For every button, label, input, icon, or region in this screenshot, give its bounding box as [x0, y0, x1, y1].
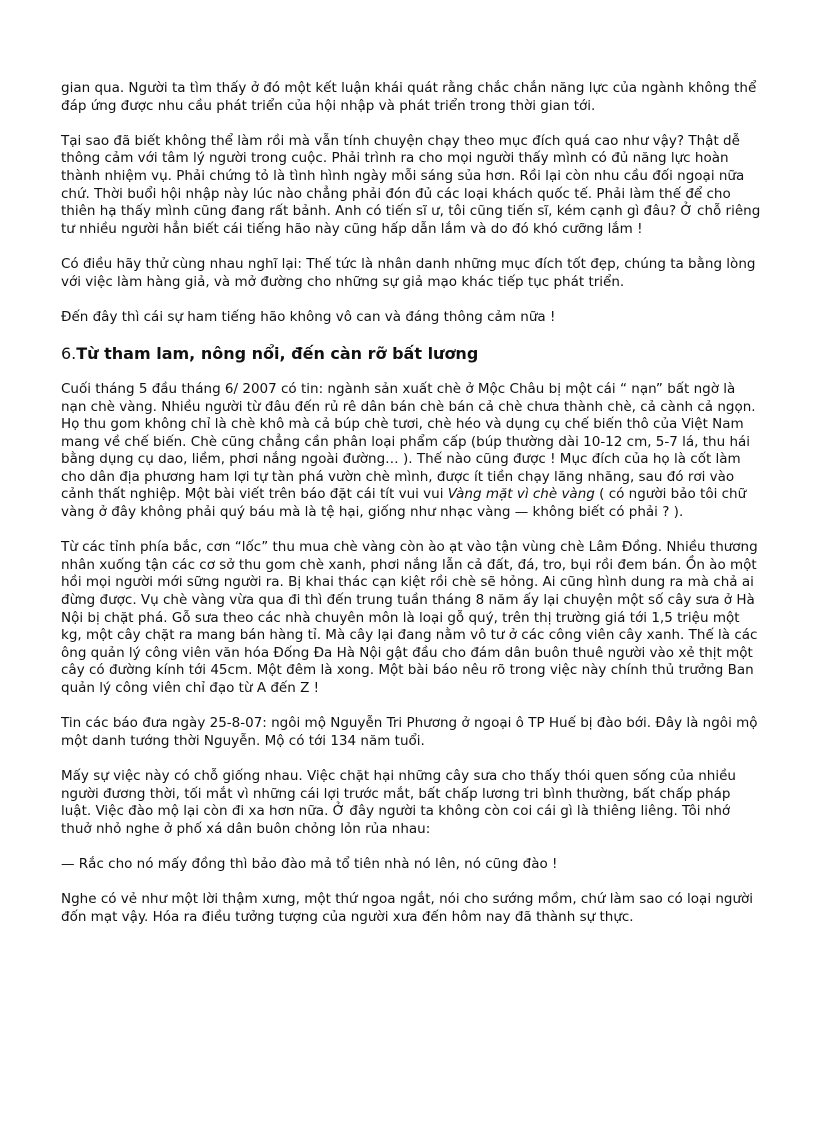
section-number: 6. — [61, 343, 77, 363]
article-title-italic: Vàng mặt vì chè vàng — [447, 486, 595, 503]
paragraph-7: Tin các báo đưa ngày 25-8-07: ngôi mộ Nguyễn Tri Phương ở ngoại ô TP Huế bị đào bới. Đây là ngôi mộ một danh tướng thời Nguyễn. Mộ có tới 134 năm tuổi. — [61, 715, 758, 749]
quote-line: — Rắc cho nó mấy đồng thì bảo đào mả tổ tiên nhà nó lên, nó cũng đào ! — [61, 855, 558, 872]
paragraph-5-part-1: Cuối tháng 5 đầu tháng 6/ 2007 có tin: ngành sản xuất chè ở Mộc Châu bị một cái “ nạn” bất ngờ là nạn chè vàng. Nhiều người từ đâu đến rủ rê dân bán chè bán cả chè chưa thành chè, cả cành cả ngọn. Họ thu gom không chỉ là chè khô mà cả búp chè tươi, chè héo và dụng cụ chế biến thô của Việt Nam mang về chế biến. Chè cũng chẳng cần phân loại phẩm cấp (búp thường dài 10-12 cm, 5-7 lá, thu hái bằng dụng cụ dao, liềm, phơi nắng ngoài đường… ). Thế nào cũng được ! Mục đích của họ là cốt làm cho dân địa phương ham lợi tự tàn phá vườn chè mình, được ít tiền chạy lăng nhăng, sau đó rơi vào cảnh thất nghiệp. Một bài viết trên báo đặt cái tít vui vui — [61, 380, 756, 503]
paragraph-8: Mấy sự việc này có chỗ giống nhau. Việc chặt hại những cây sưa cho thấy thói quen sống của nhiều người đương thời, tối mắt vì những cái lợi trước mắt, bất chấp lương tri bình thường, bất chấp pháp luật. Việc đào mộ lại còn đi xa hơn nữa. Ở đây người ta không còn coi cái gì là thiêng liêng. Tôi nhớ thuở nhỏ nghe ở phố xá dân buôn chỏng lỏn rủa nhau: — [61, 767, 736, 837]
paragraph-5 — [61, 381, 761, 522]
paragraph-3: Có điều hãy thử cùng nhau nghĩ lại: Thế tức là nhân danh những mục đích tốt đẹp, chúng ta bằng lòng với việc làm hàng giả, và mở đường cho những sự giả mạo khác tiếp tục phát triển. — [61, 255, 756, 290]
paragraph-1: gian qua. Người ta tìm thấy ở đó một kết luận khái quát rằng chắc chắn năng lực của ngành không thể đáp ứng được nhu cầu phát triển của hội nhập và phát triển trong thời gian tới. — [61, 80, 757, 114]
section-heading — [61, 344, 761, 364]
paragraph-2: Tại sao đã biết không thể làm rồi mà vẫn tính chuyện chạy theo mục đích quá cao như vậy? Thật dễ thông cảm với tâm lý người trong cuộc. Phải trình ra cho mọi người thấy mình có đủ năng lực hoàn thành nhiệm vụ. Phải chứng tỏ là tình hình ngày mỗi sáng sủa hơn. Rồi lại còn nhu cầu đối ngoại nữa chứ. Thời buổi hội nhập này lúc nào chẳng phải đón đủ các loại khách quốc tế. Phải làm thế để cho thiên hạ thấy mình cũng đang rất bảnh. Anh có tiến sĩ ư, tôi cũng tiến sĩ, kém cạnh gì đâu? Ở chỗ riêng tư nhiều người hẳn biết cái tiếng hão này cũng hấp dẫn lắm và do đó khó cưỡng lắm ! — [61, 132, 761, 237]
paragraph-6: Từ các tỉnh phía bắc, cơn “lốc” thu mua chè vàng còn ào ạt vào tận vùng chè Lâm Đồng. Nhiều thương nhân xuống tận các cơ sở thu gom chè xanh, phơi nắng lẫn cả đất, đá, tro, bụi rồi đem bán. Ồn ào một hồi mọi người mới sững người ra. Bị khai thác cạn kiệt rồi chè sẽ hỏng. Ai cũng hình dung ra mà chả ai đừng được. Vụ chè vàng vừa qua đi thì đến trung tuần tháng 8 năm ấy lại chuyện một số cây sưa ở Hà Nội bị chặt phá. Gỗ sưa theo các nhà chuyên môn là loại gỗ quý, trên thị trường giá tới 1,5 triệu một kg, một cây chặt ra mang bán hàng tỉ. Mà cây lại đang nằm vô tư ở các công viên cây xanh. Thế là các ông quản lý công viên văn hóa Đống Đa Hà Nội gật đầu cho đám dân buôn thuê người vào xẻ thịt một cây có đường kính tới 45cm. Một đêm là xong. Một bài báo nêu rõ trong việc này chính thủ trưởng Ban quản lý công viên chỉ đạo từ A đến Z ! — [61, 539, 758, 696]
paragraph-4: Đến đây thì cái sự ham tiếng hão không vô can và đáng thông cảm nữa ! — [61, 308, 556, 325]
paragraph-10: Nghe có vẻ như một lời thậm xưng, một thứ ngoa ngắt, nói cho sướng mồm, chứ làm sao có loại người đốn mạt vậy. Hóa ra điều tưởng tượng của người xưa đến hôm nay đã thành sự thực. — [61, 891, 754, 925]
document-page — [61, 80, 761, 944]
paragraph-5-part-2: ( có người bảo tôi chữ vàng ở đây không phải quý báu mà là tệ hại, giống như nhạc vàng — không biết có phải ? ). — [61, 486, 747, 521]
section-title: Từ tham lam, nông nổi, đến càn rỡ bất lương — [76, 343, 479, 363]
